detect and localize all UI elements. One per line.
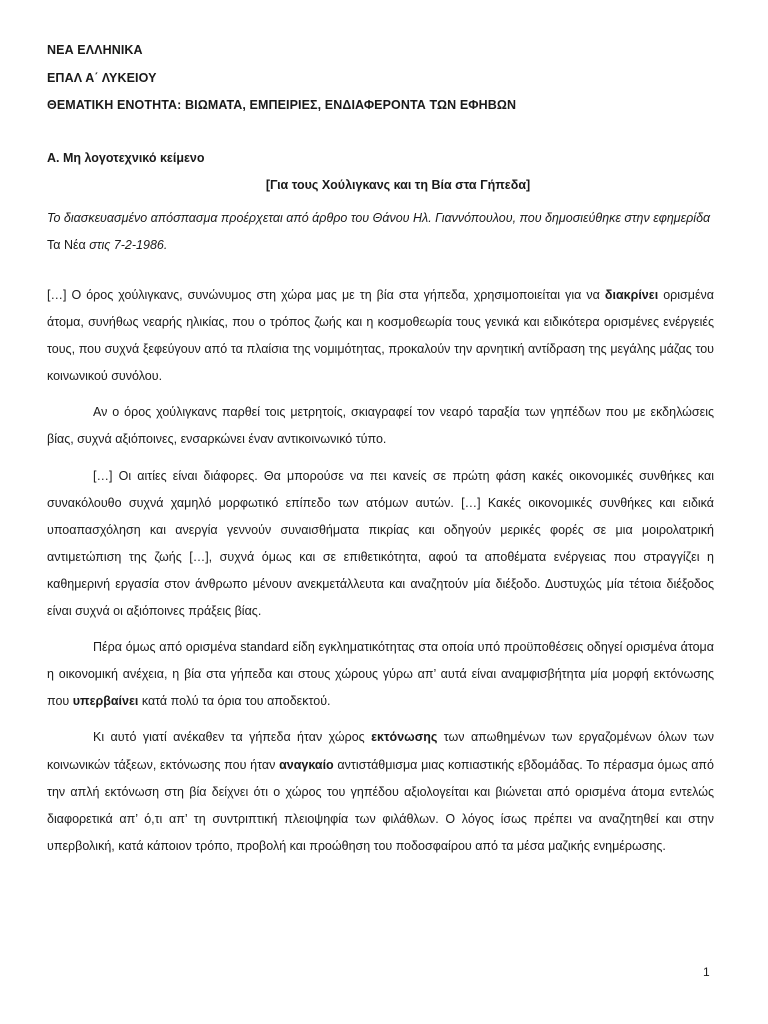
article-title: [Για τους Χούλιγκανς και τη Βία στα Γήπεδα] bbox=[265, 178, 531, 192]
paragraph-text: Πέρα όμως από ορισμένα standard είδη εγκληματικότητας στα οποία υπό προϋποθέσεις οδηγεί ορισμένα άτομα η οικονομική ανέχεια, η βία στα γήπεδα και στους χώρους γύρω απ’ αυτά είναι αναμφισβήτητα μία μορφή εκτόνωσης που bbox=[47, 640, 714, 709]
unit-heading: ΘΕΜΑΤΙΚΗ ΕΝΟΤΗΤΑ: ΒΙΩΜΑΤΑ, ΕΜΠΕΙΡΙΕΣ, ΕΝΔΙΑΦΕΡΟΝΤΑ ΤΩΝ ΕΦΗΒΩΝ bbox=[47, 98, 517, 112]
bold-word: διακρίνει bbox=[604, 288, 659, 302]
paragraph-5 bbox=[47, 724, 714, 859]
bold-word: αναγκαίο bbox=[279, 757, 334, 772]
bold-word: υπερβαίνει bbox=[72, 694, 139, 709]
class-heading: ΕΠΑΛ Α΄ ΛΥΚΕΙΟΥ bbox=[47, 71, 157, 85]
paragraph-3: […] Οι αιτίες είναι διάφορες. Θα μπορούσε να πει κανείς σε πρώτη φάση κακές οικονομικές συνθήκες και συνακόλουθο συχνά χαμηλό μορφωτικό επίπεδο των ατόμων αυτών. […] Κακές οικονομικές συνθήκες και ειδικά υποαπασχόληση και ανεργία γεννούν συναισθήματα πικρίας και οδηγούν μερικές φορές σε μια μοιρολατρική αντιμετώπιση της ζωής […], συχνά όμως και σε επιθετικότητα, αφού τα αποθέματα ενέργειας που στραγγίζει η καθημερινή εργασία στον άνθρωπο μένουν ανεκμετάλλευτα και αναζητούν μία διέξοδο. Δυστυχώς μία τέτοια διέξοδος είναι συχνά οι αξιόποινες πράξεις βίας. bbox=[47, 468, 714, 619]
subject-heading: ΝΕΑ ΕΛΛΗΝΙΚΑ bbox=[47, 43, 143, 57]
paragraph-text: ορισμένα άτομα, συνήθως νεαρής ηλικίας, που ο τρόπος ζωής και η κοσμοθεωρία τους γενικά και ειδικότερα ορισμένες ενέργειές τους, που συχνά ξεφεύγουν από τα πλαίσια της νομιμότητας, προκαλούν την αρνητική αντίδραση της μεγάλης μάζας του κοινωνικού συνόλου. bbox=[47, 288, 715, 384]
paragraph-text: των απωθημένων των εργαζομένων όλων των κοινωνικών τάξεων, εκτόνωσης που ήταν bbox=[47, 730, 714, 772]
paragraph-2: Αν ο όρος χούλιγκανς παρθεί τοις μετρητοίς, σκιαγραφεί τον νεαρό ταραξία των γηπέδων που με εκδηλώσεις βίας, συχνά αξιόποινες, ενσαρκώνει έναν αντικοινωνικό τύπο. bbox=[47, 405, 714, 447]
article-body bbox=[47, 282, 714, 869]
source-note bbox=[47, 205, 722, 259]
paragraph-text: κατά πολύ τα όρια του αποδεκτού. bbox=[138, 694, 331, 709]
paragraph-text: Κι αυτό γιατί ανέκαθεν τα γήπεδα ήταν χώρος bbox=[93, 730, 372, 745]
newspaper-name: Τα Νέα bbox=[47, 238, 86, 252]
paragraph-1 bbox=[47, 282, 714, 390]
paragraph-text: […] Ο όρος χούλιγκανς, συνώνυμος στη χώρα μας με τη βία στα γήπεδα, χρησιμοποιείται για να bbox=[47, 288, 605, 302]
paragraph-text: αντιστάθμισμα μιας κοπιαστικής εβδομάδας. Το πέρασμα όμως από την απλή εκτόνωση στη βία δείχνει ότι ο χώρος του γηπέδου αξιολογείται και βιώνεται από ορισμένα άτομα εντελώς διαφορετικά απ’ ό,τι απ’ τη συντριπτική πλειοψηφία των φιλάθλων. Ο λόγος ίσως πρέπει να αναζητηθεί και στην υπερβολική, κατά κάποιον τρόπο, προβολή και προώθηση του ποδοσφαίρου από τα μέσα μαζικής ενημέρωσης. bbox=[47, 757, 715, 853]
source-date: στις 7-2-1986. bbox=[85, 238, 168, 252]
bold-word: εκτόνωσης bbox=[371, 730, 438, 745]
source-note-text: Το διασκευασμένο απόσπασμα προέρχεται από άρθρο του Θάνου Ηλ. Γιαννόπουλου, που δημοσιεύθηκε στην εφημερίδα bbox=[47, 211, 711, 225]
page-number: 1 bbox=[703, 965, 710, 979]
section-heading: Α. Μη λογοτεχνικό κείμενο bbox=[47, 151, 205, 165]
paragraph-4 bbox=[47, 634, 714, 715]
